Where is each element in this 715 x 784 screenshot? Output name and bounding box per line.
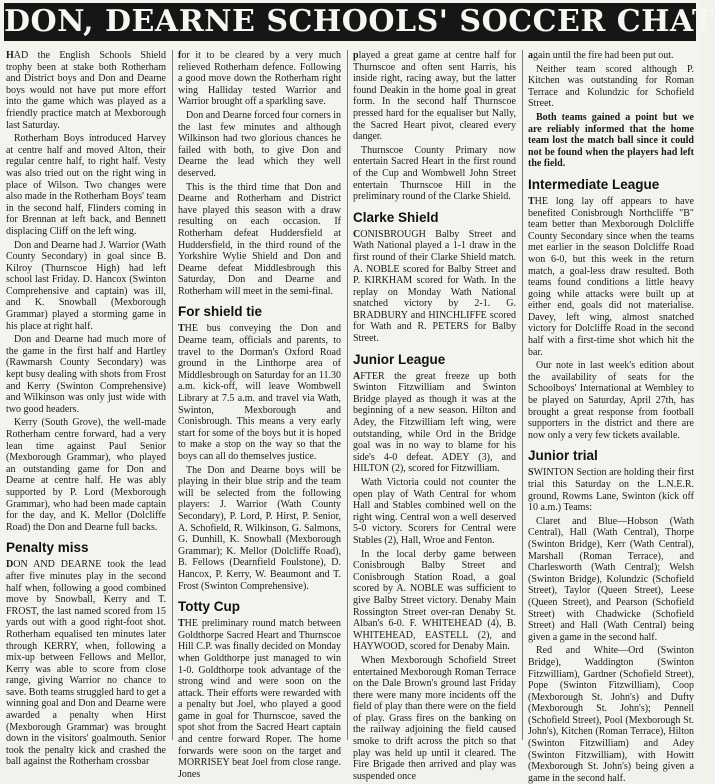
article-paragraph: Rotherham Boys introduced Harvey at centre half and moved Alton, their regular centre half, to right half. Vesty was also tried out on the right wing in place of Wilson. Two changes were also made in the Rotherham Boys' team in the second half, Flinders coming in for Brennan at left back, and Bennett displacing Cliff on the left wing. [6,133,166,237]
column-rule [347,50,348,740]
article-paragraph: again until the fire had been put out. [528,50,674,61]
section-heading: Clarke Shield [353,209,439,225]
column-rule [522,50,523,740]
article-paragraph: HAD the English Schools Shield trophy been at stake both Rotherham and District boys and Don and Dearne boys would not have put more effort into the game which was played as a friendly practice match at Mexborough last Saturday. [6,50,166,131]
column-rule [172,50,173,740]
article-paragraph: Red and White—Ord (Swinton Bridge), Waddington (Swinton Fitzwilliam), Gardner (Schofield Street), Pope (Swinton Fitzwilliam), Coop (Mexborough St. John's) and Dufty (Mexborough St. John's); Pennell (Schofield Street), Pool (Mexborough St. John's), Kitchen (Roman Terrace), Hilton (Swinton Fitzwilliam) and Adey (Swinton Fitzwilliam), with Howitt (Mexborough St. John's) being given a game in the second half. [528,645,694,784]
article-paragraph: Claret and Blue—Hobson (Wath Central), Hall (Wath Central), Thorpe (Swinton Bridge), Kerr (Wath Central), Marshall (Roman Terrace), and Charlesworth (Wath Central); Welsh (Swinton Bridge), Kolundzic (Schofield Street), Taylor (Queen Street), Leese (Queen Street), and Pearson (Schofield Street) with Chadwicke (Schofield Street) and Hall (Wath Central) being given a game in the second half. [528,515,694,643]
article-paragraph: When Mexborough Schofield Street entertained Mexborough Roman Terrace on the Dale Brown's ground last Friday there were many more incidents off the field of play than there were on the field of play. Grass fires on the banking on the railway adjoining the field caused smoke to drift across the pitch so that play was held up until it cleared. The Fire Brigade then arrived and play was suspended once [353,654,516,782]
article-paragraph: This is the third time that Don and Dearne and Rotherham and District have played this season with a draw resulting on each occasion. If Rotherham defeat Huddersfield at Huddersfield, in the third round of the Yorkshire Wylie Shield and Don and Dearne defeat Middlesbrough this Saturday, Don and Dearne and Rotherham will meet in the semi-final. [178,181,341,297]
column-2 [178,50,341,780]
article-paragraph: THE preliminary round match between Goldthorpe Sacred Heart and Thurnscoe Hill C.P. was finally decided on Monday when Goldthorpe just managed to win 1-0. Goldthorpe took advantage of the strong wind and were soon on the attack. Their efforts were rewarded with a penalty but Joel, who played a good game in goal for Thurnscoe, saved the spot shot from the Sacred Heart captain and centre forward Roper. The home forwards were soon on the target and MORRISEY beat Joel from close range. Jones [178,618,341,780]
section-heading: Junior League [353,351,446,367]
column-3 [353,50,516,782]
column-4 [528,50,694,784]
article-paragraph: Thurnscoe County Primary now entertain Sacred Heart in the first round of the Cup and Wombwell John Street entertain Thurnscoe Hill in the preliminary round of the Clarke Shield. [353,144,516,203]
article-paragraph: SWINTON Section are holding their first trial this Saturday on the L.N.E.R. ground, Rowms Lane, Swinton (kick off 10 a.m.) Teams: [528,467,694,514]
article-paragraph: Neither team scored although P. Kitchen was outstanding for Roman Terrace and Kolundzic for Schofield Street. [528,63,694,110]
article-paragraph: for it to be cleared by a very much relieved Rotherham defence. Following a good move down the Rotherham right wing Halliday tested Warrior and Warrior brought off a sparkling save. [178,50,341,108]
article-paragraph: CONISBROUGH Balby Street and Wath National played a 1-1 draw in the first round of their Clarke Shield match. A. NOBLE scored for Balby Street and P. KIRKHAM scored for Wath. In the replay on Monday Wath National snatched victory by 2-1. G. BRADBURY and HINCHLIFFE scored for Wath and R. PETERS for Balby Street. [353,228,516,345]
section-heading: For shield tie [178,304,263,320]
article-paragraph: Don and Dearne had J. Warrior (Wath County Secondary) in goal since B. Kilroy (Thurnscoe High) had left school last Friday. D. Hancox (Swinton Comprehensive and captain) was ill, and K. Snowball (Mexborough Grammar) played a storming game in his place at right half. [6,239,166,332]
section-heading: Junior trial [528,448,598,464]
section-heading: Penalty miss [6,540,89,556]
article-paragraph: THE long lay off appears to have benefited Conisbrough Northcliffe "B" team better than Mexborough Dolcliffe County Secondary since when the teams met earlier in the season Dolcliffe Road won 6-0, but this week in the return match, a goal-less draw resulted. Both teams found conditions a little heavy going while attacks were built up at either end, goals did not materialise. Davey, left wing, almost snatched victory for Dolcliffe Road in the second half with a first-time shot which hit the bar. [528,195,694,358]
article-paragraph: Don and Dearne had much more of the game in the first half and Hartley (Rawmarsh County Secondary) was kept busy dealing with shots from Frost and Kerry (Swinton Comprehensive) and Wilkinson was only just wide with two good headers. [6,334,166,415]
article-paragraph: Don and Dearne forced four corners in the last few minutes and although Wilkinson had two glorious chances he failed with both, to give Don and Dearne the lead which they well deserved. [178,109,341,179]
headline: DON, DEARNE SCHOOLS' SOCCER CHAT [4,4,715,39]
article-paragraph: Wath Victoria could not counter the open play of Wath Central for whom Hall and Stables combined well on the right wing. Central won a well deserved 5-0 victory. Scorers for Central were Stables (2), Hall, Wroe and Fenton. [353,477,516,546]
article-paragraph: Our note in last week's edition about the availability of seats for the Schoolboys' International at Wembley to be played on Saturday, April 27th, has brought a great response from football supporters in the district and there are now only a very few tickets available. [528,360,694,441]
section-heading: Intermediate League [528,176,660,192]
article-paragraph: Both teams gained a point but we are reliably informed that the home team lost the match ball since it could not be found when the players had left the field. [528,111,694,170]
article-paragraph: AFTER the great freeze up both Swinton Fitzwilliam and Swinton Bridge played as though it was at the beginning of a new season. Hilton and Adey, the Fitzwilliam left wing, were outstanding, while Ord in the Bridge goal was in no way to blame for his side's 4-0 defeat. ADEY (3), and HILTON (2), scored for Fitzwilliam. [353,370,516,475]
article-paragraph: played a great game at centre half for Thurnscoe and often sent Harris, his inside right, racing away, but the latter found Deakin in the home goal in great form. In the second half Thurnscoe pressed hard for the equaliser but Nally, the Sacred Heart pivot, cleared every danger. [353,50,516,143]
article-paragraph: DON AND DEARNE took the lead after five minutes play in the second half when, following a good combined move by Snowball, Kerry and T. FROST, the last named scored from 15 yards out with a good right-foot shot. Rotherham equalised ten minutes later through KERRY, when, following a mix-up between Fellows and Mellor, Kerry was able to score from close range, giving Warrior no chance to save. Both teams struggled hard to get a winning goal and Don and Dearne were awarded a penalty when Hirst (Mexborough Grammar) was brought down in the visitors' goalmouth. Senior took the penalty kick and crashed the ball against the Rotherham crossbar [6,559,166,768]
article-paragraph: In the local derby game between Conisbrough Balby Street and Conisbrough Station Road, a goal scored by A. NOBLE was sufficient to give Balby Street victory. Denaby Main Rossington Street over-ran Denaby St. Alban's 6-0. F. WHITEHEAD (4), B. WHITEHEAD, EASTELL (2), and HAYWOOD, scored for Denaby Main. [353,548,516,653]
section-heading: Totty Cup [178,599,240,615]
column-1 [6,50,166,768]
article-paragraph: THE bus conveying the Don and Dearne team, officials and parents, to travel to the Dorman's Oxford Road ground in the Linthorpe area of Middlesbrough on Saturday for an 11.30 a.m. kick-off, will leave Wombwell Library at 7.5 a.m. and travel via Wath, Swinton, Mexborough and Conisbrough. This means a very early start for some of the boys but it is hoped to make a stop on the way so that the boys can all do themselves justice. [178,323,341,462]
article-paragraph: Kerry (South Grove), the well-made Rotherham centre forward, had a very lean time against Paul Senior (Mexborough Grammar), who played an outstanding game for Don and Dearne at centre half. He was ably supported by P. Lord (Mexborough Grammar), who had been made captain for the day, and K. Mellor (Dolcliffe Road) the Don and Dearne full backs. [6,417,166,533]
article-paragraph: The Don and Dearne boys will be playing in their blue strip and the team will be selected from the following players: J. Warrior (Wath County Secondary), P. Lord, P. Hirst, P. Senior, A. Schofield, R. Wilkinson, G. Salmons, G. Dunhill, K. Snowball (Mexborough Grammar); K. Mellor (Dolcliffe Road), B. Fellows (Dearnfield Foulstone), D. Hancox, P. Kerry, W. Beaumont and T. Frost (Swinton Comprehensive). [178,464,341,592]
